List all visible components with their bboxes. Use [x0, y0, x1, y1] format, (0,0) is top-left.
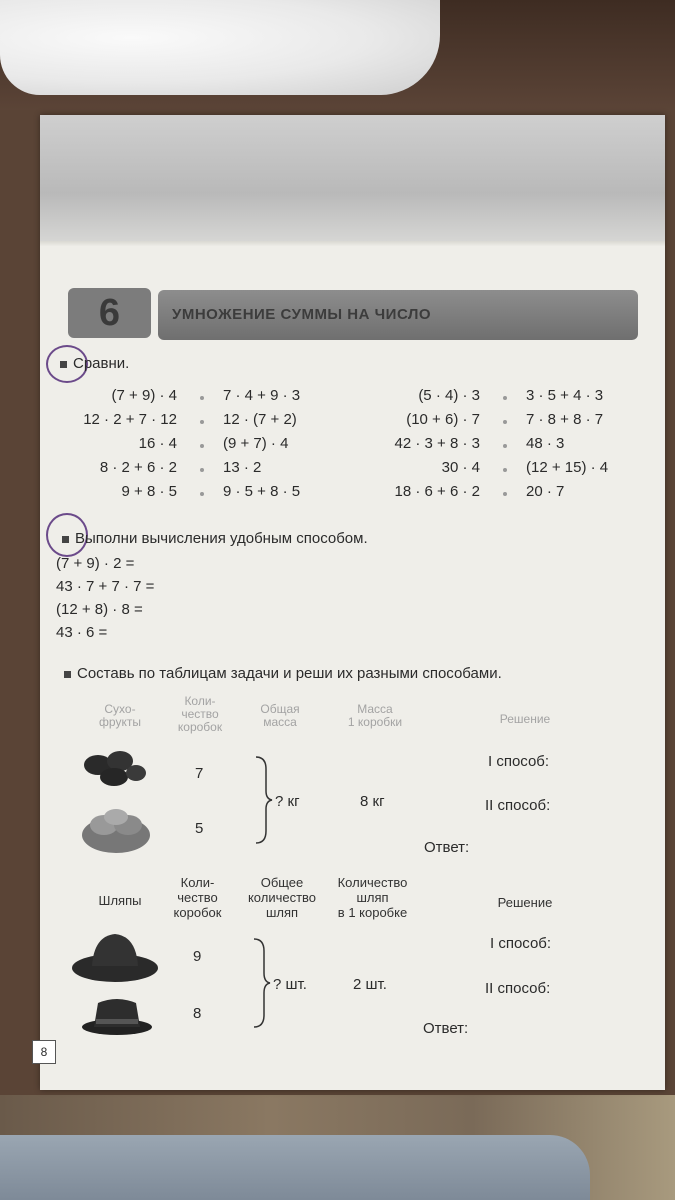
- compare-left-b-2: (9 + 7) · 4: [223, 435, 289, 452]
- wide-hat-icon: [70, 930, 160, 985]
- compare-right-b-2: 48 · 3: [526, 435, 565, 452]
- calc-item-4: 43 · 6 =: [56, 624, 108, 641]
- compare-left-a-4: 9 + 8 · 5: [121, 483, 177, 500]
- t2-col-hats: Шляпы: [98, 893, 142, 908]
- compare-dot: [503, 468, 507, 472]
- t2-way-2: II способ:: [485, 980, 551, 997]
- compare-left-a-0: (7 + 9) · 4: [111, 387, 177, 404]
- lesson-title-bar: [158, 290, 638, 340]
- compare-left-b-0: 7 · 4 + 9 · 3: [223, 387, 301, 404]
- compare-dot: [503, 396, 507, 400]
- t2-way-1: I способ:: [490, 935, 552, 952]
- t1-col-perbox: Масса 1 коробки: [347, 702, 403, 729]
- foam-packing: [0, 0, 440, 95]
- background-cloth: [0, 1135, 590, 1200]
- compare-right-a-4: 18 · 6 + 6 · 2: [394, 483, 480, 500]
- compare-left-a-3: 8 · 2 + 6 · 2: [99, 459, 177, 476]
- compare-dot: [503, 444, 507, 448]
- t1-answer: Ответ:: [424, 839, 470, 856]
- t2-total-hats: ? шт.: [273, 976, 307, 993]
- t1-row2-count: 5: [195, 820, 204, 837]
- compare-dot: [503, 492, 507, 496]
- compare-dot: [200, 468, 204, 472]
- compare-right-a-2: 42 · 3 + 8 · 3: [394, 435, 480, 452]
- fedora-hat-icon: [80, 993, 155, 1038]
- task3-heading-text: Составь по таблицам задачи и реши их разными способами.: [77, 665, 502, 682]
- compare-dot: [200, 420, 204, 424]
- t1-brace: [254, 755, 274, 845]
- calc-item-3: (12 + 8) · 8 =: [56, 601, 143, 618]
- compare-left-b-3: 13 · 2: [223, 459, 262, 476]
- lesson-number: 6: [68, 288, 151, 338]
- scanned-top-band: [40, 115, 665, 245]
- compare-right-a-0: (5 · 4) · 3: [418, 387, 480, 404]
- compare-left-a-2: 16 · 4: [138, 435, 177, 452]
- compare-right-b-1: 7 · 8 + 8 · 7: [526, 411, 604, 428]
- compare-left-a-1: 12 · 2 + 7 · 12: [83, 411, 177, 428]
- compare-right-b-4: 20 · 7: [526, 483, 565, 500]
- compare-left-b-4: 9 · 5 + 8 · 5: [223, 483, 301, 500]
- dried-fruit-pile-icon: [80, 803, 152, 855]
- compare-dot: [200, 396, 204, 400]
- t1-col-solution: Решение: [499, 712, 551, 726]
- t1-way-1: I способ:: [488, 753, 550, 770]
- compare-right-a-1: (10 + 6) · 7: [406, 411, 480, 428]
- calc-item-2: 43 · 7 + 7 · 7 =: [56, 578, 155, 595]
- compare-left-b-1: 12 · (7 + 2): [223, 411, 297, 428]
- task2-heading-text: Выполни вычисления удобным способом.: [75, 530, 368, 547]
- t2-col-boxes: Коли- чество коробок: [173, 875, 222, 920]
- bullet-icon: [62, 536, 69, 543]
- t2-hats-per-box: 2 шт.: [353, 976, 387, 993]
- t1-total-mass: ? кг: [275, 793, 300, 810]
- t1-box-mass: 8 кг: [360, 793, 385, 810]
- t2-col-total: Общее количество шляп: [247, 875, 317, 920]
- t2-answer: Ответ:: [423, 1020, 469, 1037]
- t2-brace: [252, 937, 272, 1029]
- compare-right-a-3: 30 · 4: [441, 459, 480, 476]
- compare-dot: [503, 420, 507, 424]
- bullet-icon: [64, 671, 71, 678]
- compare-right-b-0: 3 · 5 + 4 · 3: [526, 387, 604, 404]
- t1-col-fruits: Сухо- фрукты: [99, 702, 141, 729]
- compare-right-b-3: (12 + 15) · 4: [526, 459, 609, 476]
- t2-row2-count: 8: [193, 1005, 202, 1022]
- background-top: [0, 0, 675, 110]
- t2-col-perbox: Количество шляп в 1 коробке: [337, 875, 408, 920]
- compare-dot: [200, 492, 204, 496]
- t1-col-boxes: Коли- чество коробок: [177, 694, 223, 734]
- task3-heading: [64, 665, 502, 682]
- t2-row1-count: 9: [193, 948, 202, 965]
- lesson-title: УМНОЖЕНИЕ СУММЫ НА ЧИСЛО: [172, 306, 432, 323]
- t1-col-total: Общая масса: [260, 702, 300, 729]
- task1-heading-text: Сравни.: [73, 355, 130, 372]
- page-fold: [40, 241, 665, 247]
- t1-way-2: II способ:: [485, 797, 551, 814]
- workbook-page: [40, 115, 665, 1090]
- bullet-icon: [60, 361, 67, 368]
- t1-row1-count: 7: [195, 765, 204, 782]
- dried-fruit-icon: [80, 747, 150, 789]
- compare-dot: [200, 444, 204, 448]
- task2-heading: [62, 530, 368, 547]
- t2-col-solution: Решение: [497, 895, 553, 910]
- task1-heading: [60, 355, 129, 372]
- page-number: 8: [32, 1040, 56, 1064]
- calc-item-1: (7 + 9) · 2 =: [56, 555, 135, 572]
